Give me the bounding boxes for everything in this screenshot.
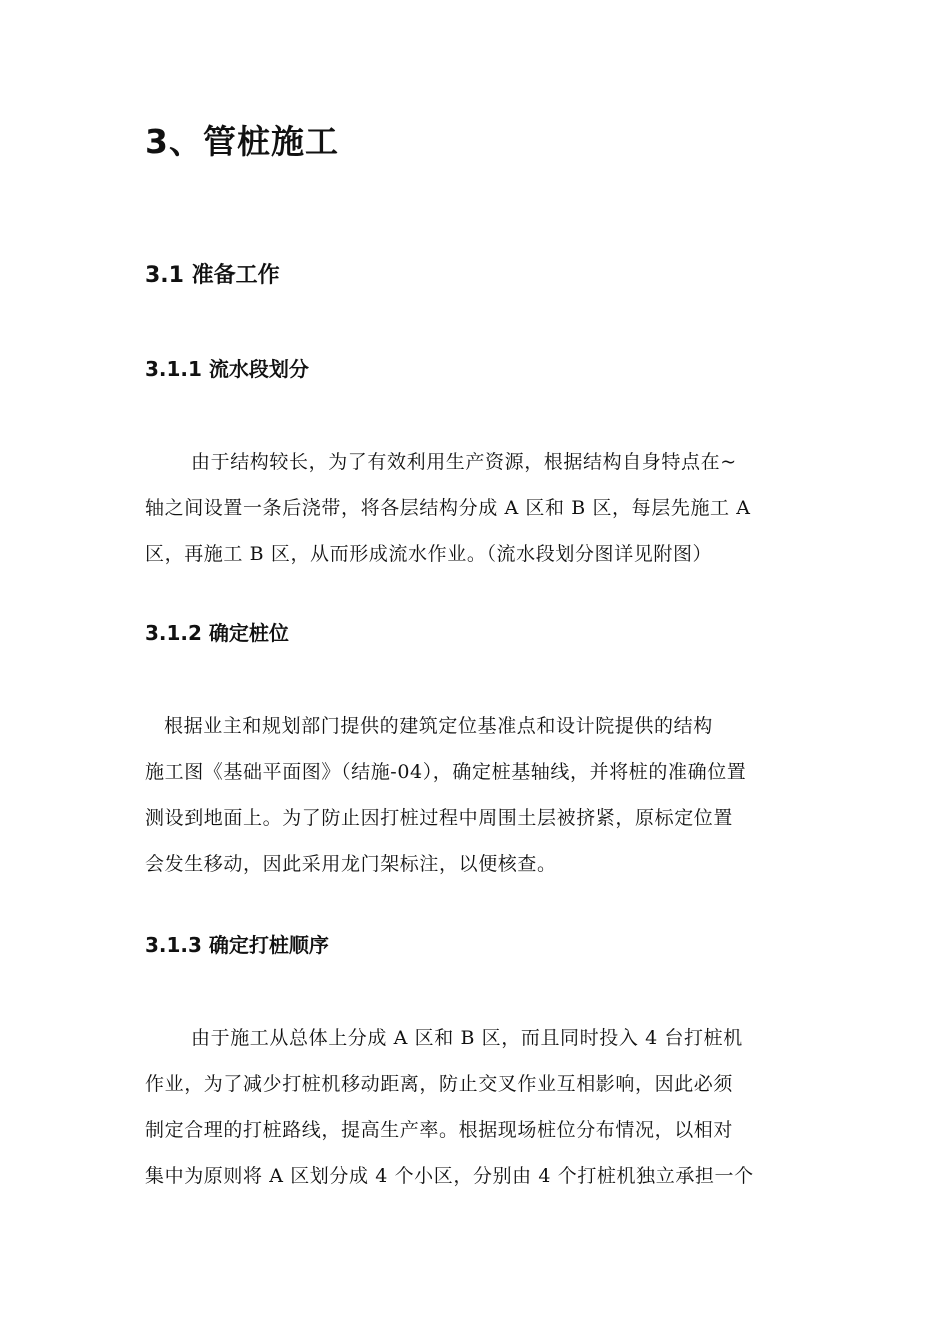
paragraph-line: 会发生移动，因此采用龙门架标注，以便核查。 (145, 853, 557, 875)
paragraph-line: 制定合理的打桩路线，提高生产率。根据现场桩位分布情况，以相对 (145, 1119, 734, 1141)
paragraph-line: 集中为原则将 A 区划分成 4 个小区，分别由 4 个打桩机独立承担一个 (145, 1165, 754, 1187)
paragraph-line: 根据业主和规划部门提供的建筑定位基准点和设计院提供的结构 (164, 715, 713, 737)
section-3-1-1-paragraph (145, 439, 810, 577)
section-3-1-3-title: 3.1.3 确定打桩顺序 (145, 933, 329, 957)
paragraph-line: 作业，为了减少打桩机移动距离，防止交叉作业互相影响，因此必须 (145, 1073, 734, 1095)
paragraph-line: 施工图《基础平面图》（结施-04），确定桩基轴线，并将桩的准确位置 (145, 761, 747, 783)
paragraph-line: 轴之间设置一条后浇带，将各层结构分成 A 区和 B 区，每层先施工 A (145, 497, 751, 519)
paragraph-line: 由于结构较长，为了有效利用生产资源，根据结构自身特点在~ (191, 451, 737, 473)
paragraph-line: 由于施工从总体上分成 A 区和 B 区，而且同时投入 4 台打桩机 (191, 1027, 743, 1049)
paragraph-line: 区，再施工 B 区，从而形成流水作业。（流水段划分图详见附图） (145, 543, 713, 565)
section-3-1-2-paragraph (145, 703, 810, 887)
paragraph-line: 测设到地面上。为了防止因打桩过程中周围土层被挤紧，原标定位置 (145, 807, 734, 829)
section-3-1-3-paragraph (145, 1015, 810, 1199)
section-3-1-2-title: 3.1.2 确定桩位 (145, 621, 289, 645)
section-3-1-1-title: 3.1.1 流水段划分 (145, 357, 309, 381)
section-3-1-title: 3.1 准备工作 (145, 263, 280, 288)
chapter-heading: 3、管桩施工 (145, 122, 339, 161)
